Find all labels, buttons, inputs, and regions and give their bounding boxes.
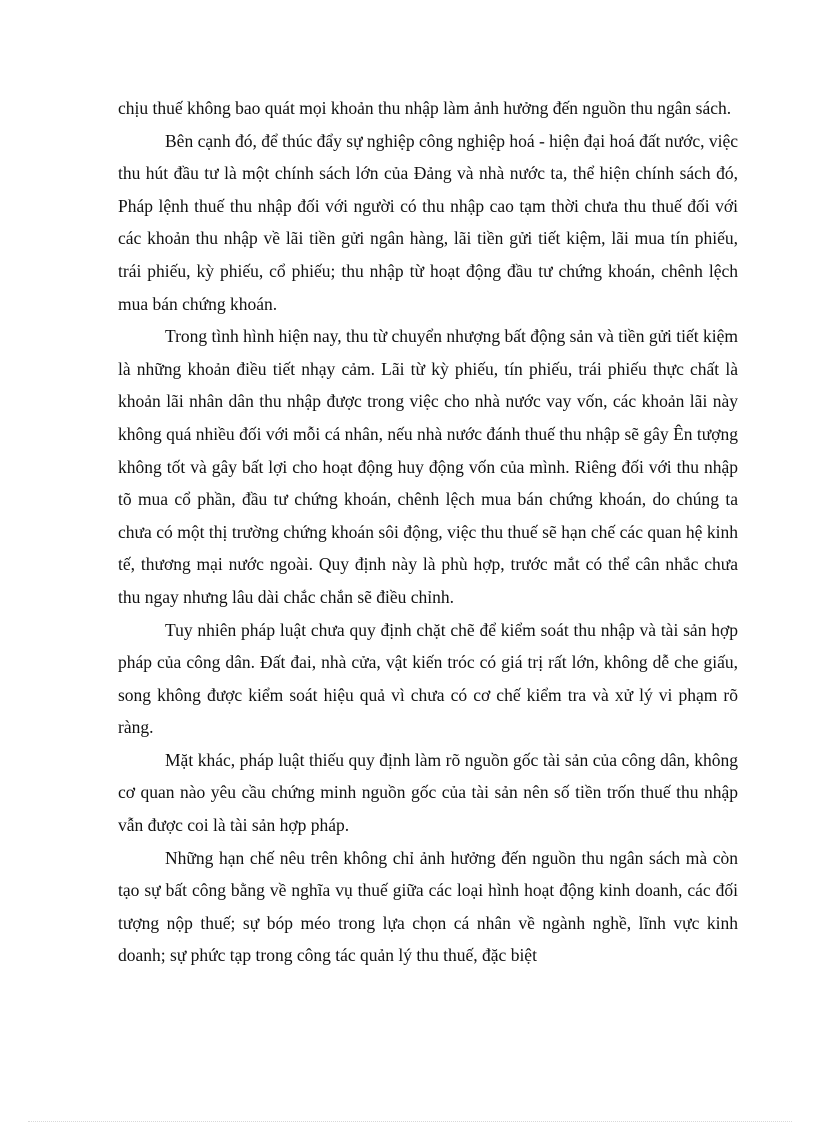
paragraph-limitations: Những hạn chế nêu trên không chỉ ảnh hưởng đến nguồn thu ngân sách mà còn tạo sự bất công bằng về nghĩa vụ thuế giữa các loại hình hoạt động kinh doanh, các đối tượng nộp thuế; sự bóp méo trong lựa chọn cá nhân về ngành nghề, lĩnh vực kinh doanh; sự phức tạp trong công tác quản lý thu thuế, đặc biệt: [118, 847, 738, 966]
page-bottom-divider: [28, 1121, 792, 1122]
paragraph-asset-control: Tuy nhiên pháp luật chưa quy định chặt chẽ để kiểm soát thu nhập và tài sản hợp pháp của công dân. Đất đai, nhà cửa, vật kiến tróc có giá trị rất lớn, không dễ che giấu, song không được kiểm soát hiệu quả vì chưa có cơ chế kiểm tra và xử lý vi phạm rõ ràng.: [118, 619, 738, 738]
document-body: [118, 92, 738, 972]
paragraph-investment-policy: Bên cạnh đó, để thúc đẩy sự nghiệp công nghiệp hoá - hiện đại hoá đất nước, việc thu hút đầu tư là một chính sách lớn của Đảng và nhà nước ta, thể hiện chính sách đó, Pháp lệnh thuế thu nhập đối với người có thu nhập cao tạm thời chưa thu thuế đối với các khoản thu nhập về lãi tiền gửi ngân hàng, lãi tiền gửi tiết kiệm, lãi mua tín phiếu, trái phiếu, kỳ phiếu, cổ phiếu; thu nhập từ hoạt động đầu tư chứng khoán, chênh lệch mua bán chứng khoán.: [118, 130, 738, 314]
paragraph-asset-origin: Mặt khác, pháp luật thiếu quy định làm rõ nguồn gốc tài sản của công dân, không cơ quan nào yêu cầu chứng minh nguồn gốc của tài sản nên số tiền trốn thuế thu nhập vẫn được coi là tài sản hợp pháp.: [118, 749, 738, 836]
paragraph-current-situation: Trong tình hình hiện nay, thu từ chuyển nhượng bất động sản và tiền gửi tiết kiệm là những khoản điều tiết nhạy cảm. Lãi từ kỳ phiếu, tín phiếu, trái phiếu thực chất là khoản lãi nhân dân thu nhập được trong việc cho nhà nước vay vốn, các khoản lãi này không quá nhiều đối với mỗi cá nhân, nếu nhà nước đánh thuế thu nhập sẽ gây Ên tượng không tốt và gây bất lợi cho hoạt động huy động vốn của mình. Riêng đối với thu nhập tõ mua cổ phần, đầu tư chứng khoán, chênh lệch mua bán chứng khoán, do chúng ta chưa có một thị trường chứng khoán sôi động, việc thu thuế sẽ hạn chế các quan hệ kinh tế, thương mại nước ngoài. Quy định này là phù hợp, trước mắt có thể cân nhắc chưa thu ngay nhưng lâu dài chắc chắn sẽ điều chỉnh.: [118, 326, 739, 607]
paragraph-continuation: chịu thuế không bao quát mọi khoản thu nhập làm ảnh hưởng đến nguồn thu ngân sách.: [118, 98, 732, 118]
